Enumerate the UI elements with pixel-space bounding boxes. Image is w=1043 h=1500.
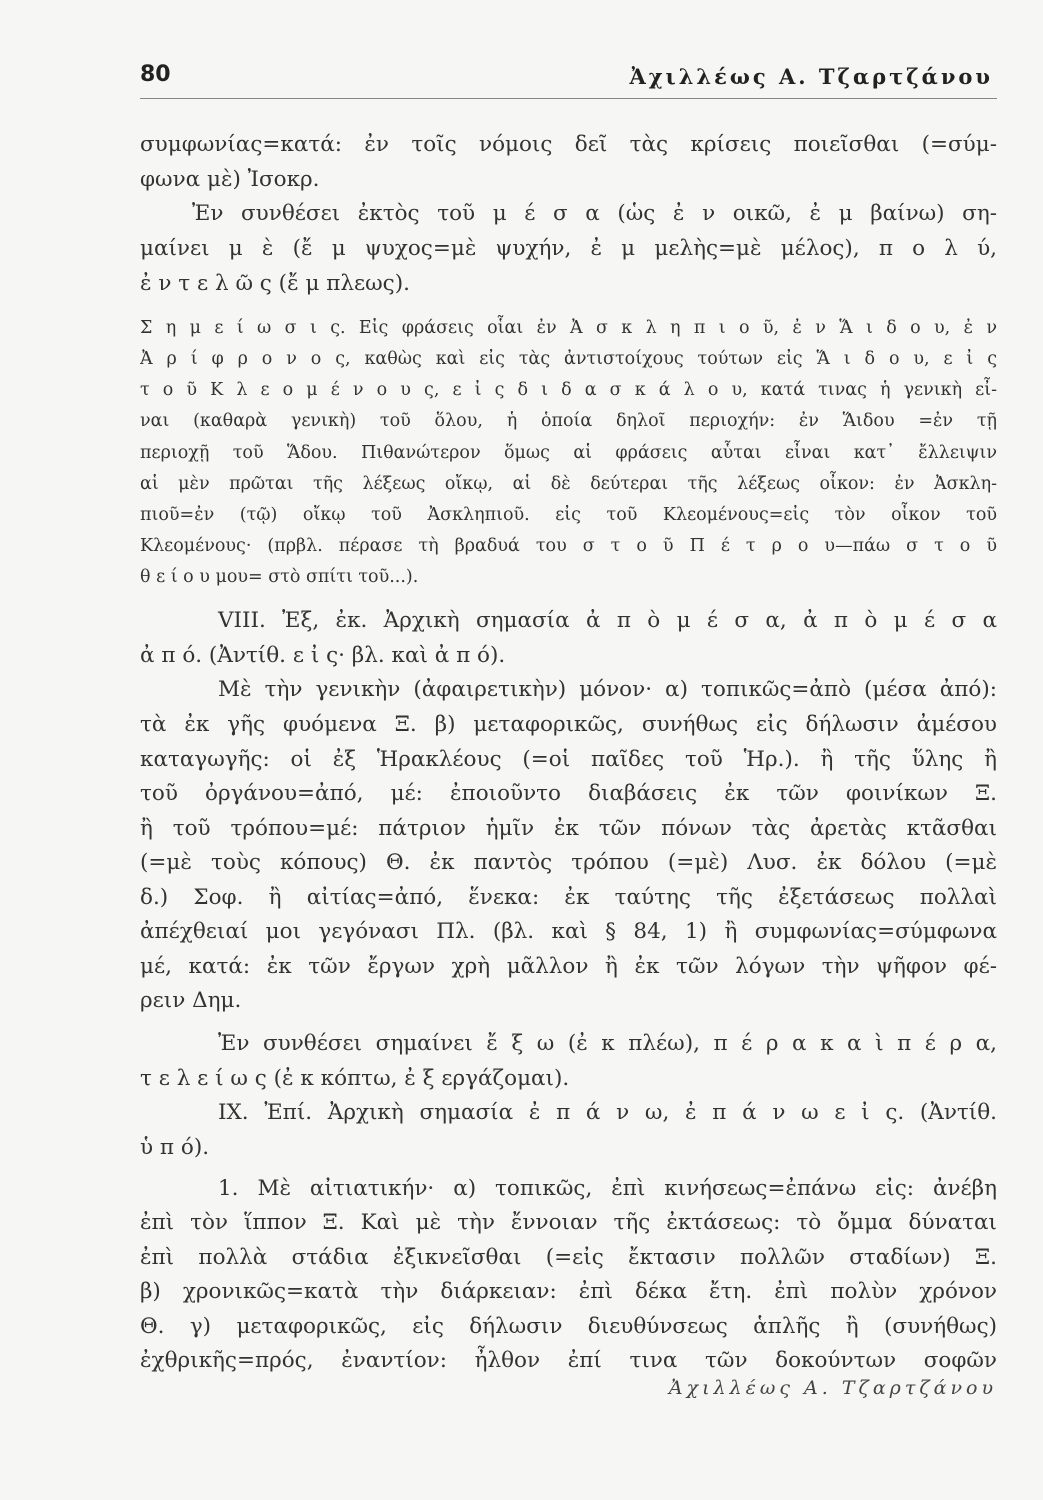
section-line: Μὲ τὴν γενικὴν (ἀφαιρετικὴν) μόνον· α) τοπικῶς=ἀπὸ (μέσα ἀπό): [218, 677, 997, 702]
section-line: Θ. γ) μεταφορικῶς, εἰς δήλωσιν διευθύνσεως ἁπλῆς ἢ (συνήθως) [140, 1314, 997, 1339]
section-line: τὰ ἐκ γῆς φυόμενα Ξ. β) μεταφορικῶς, συνήθως εἰς δήλωσιν ἀμέσου [140, 712, 997, 737]
note-line: Σ η μ ε ί ω σ ι ς. Εἰς φράσεις οἷαι ἐν Ἀ σ κ λ η π ι ο ῦ, ἐ ν Ἅ ι δ ο υ, ἐ ν [140, 318, 997, 338]
body-line: μαίνει μ ὲ (ἔ μ ψυχος=μὲ ψυχήν, ἐ μ μελὴς=μὲ μέλος), π ο λ ύ, [140, 236, 997, 261]
note-line: Ἀ ρ ί φ ρ ο ν ο ς, καθὼς καὶ εἰς τὰς ἀντιστοίχους τούτων εἰς Ἅ ι δ ο υ, ε ἰ ς [140, 349, 997, 369]
note-line: πιοῦ=ἐν (τῷ) οἴκῳ τοῦ Ἀσκληπιοῦ. εἰς τοῦ Κλεομένους=εἰς τὸν οἶκον τοῦ [140, 505, 997, 525]
section-line: μέ, κατά: ἐκ τῶν ἔργων χρὴ μᾶλλον ἢ ἐκ τῶν λόγων τὴν ψῆφον φέ- [140, 954, 997, 979]
note-line: θ ε ί ο υ μου= στὸ σπίτι τοῦ...). [140, 567, 419, 587]
section-line: τοῦ ὀργάνου=ἀπό, μέ: ἐποιοῦντο διαβάσεις ἐκ τῶν φοινίκων Ξ. [140, 781, 997, 806]
page-number: 80 [140, 62, 171, 87]
section-line: δ.) Σοφ. ἢ αἰτίας=ἀπό, ἕνεκα: ἐκ ταύτης τῆς ἐξετάσεως πολλαὶ [140, 885, 997, 910]
section-line: Ἐν συνθέσει σημαίνει ἔ ξ ω (ἐ κ πλέω), π έ ρ α κ α ὶ π έ ρ α, [218, 1031, 997, 1056]
page-header [140, 58, 997, 99]
section-line: IX. Ἐπί. Ἀρχικὴ σημασία ἐ π ά ν ω, ἐ π ά ν ω ε ἰ ς. (Ἀντίθ. [218, 1100, 997, 1125]
section-line: καταγωγῆς: οἱ ἐξ Ἡρακλέους (=οἱ παῖδες τοῦ Ἡρ.). ἢ τῆς ὕλης ἢ [140, 747, 997, 772]
note-line: τ ο ῦ Κ λ ε ο μ έ ν ο υ ς, ε ἰ ς δ ι δ α σ κ ά λ ο υ, κατά τινας ἡ γενικὴ εἶ- [140, 380, 997, 400]
section-line: ἐπὶ τὸν ἵππον Ξ. Καὶ μὲ τὴν ἔννοιαν τῆς ἐκτάσεως: τὸ ὄμμα δύναται [140, 1210, 997, 1235]
section-line: ἐπὶ πολλὰ στάδια ἐξικνεῖσθαι (=εἰς ἔκτασιν πολλῶν σταδίων) Ξ. [140, 1245, 997, 1270]
running-head: Ἀχιλλέως Α. Τζαρτζάνου [629, 64, 993, 89]
section-line: τ ε λ ε ί ω ς (ἐ κ κόπτω, ἐ ξ εργάζομαι). [140, 1066, 570, 1091]
body-line: Ἐν συνθέσει ἐκτὸς τοῦ μ έ σ α (ὡς ἐ ν οικῶ, ἐ μ βαίνω) ση- [192, 201, 997, 226]
section-line: ἢ τοῦ τρόπου=μέ: πάτριον ἡμῖν ἐκ τῶν πόνων τὰς ἀρετὰς κτᾶσθαι [140, 816, 997, 841]
section-line: 1. Μὲ αἰτιατικήν· α) τοπικῶς, ἐπὶ κινήσεως=ἐπάνω εἰς: ἀνέβη [218, 1176, 997, 1201]
section-line: β) χρονικῶς=κατὰ τὴν διάρκειαν: ἐπὶ δέκα ἔτη. ἐπὶ πολὺν χρόνον [140, 1279, 997, 1304]
note-line: αἱ μὲν πρῶται τῆς λέξεως οἴκῳ, αἱ δὲ δεύτεραι τῆς λέξεως οἶκον: ἐν Ἀσκλη- [140, 474, 997, 494]
body-line: ἐ ν τ ε λ ῶ ς (ἔ μ πλεως). [140, 271, 410, 296]
footer-signature: Ἀχιλλέως Α. Τζαρτζάνου [668, 1377, 997, 1399]
section-line: ἀπέχθειαί μοι γεγόνασι Πλ. (βλ. καὶ § 84, 1) ἢ συμφωνίας=σύμφωνα [140, 919, 997, 944]
section-line: ἐχθρικῆς=πρός, ἐναντίον: ἦλθον ἐπί τινα τῶν δοκούντων σοφῶν [140, 1348, 997, 1373]
section-line: ρειν Δημ. [140, 988, 242, 1013]
section-line: (=μὲ τοὺς κόπους) Θ. ἐκ παντὸς τρόπου (=μὲ) Λυσ. ἐκ δόλου (=μὲ [140, 850, 997, 875]
body-line: φωνα μὲ) Ἰσοκρ. [140, 167, 320, 192]
note-line: ναι (καθαρὰ γενικὴ) τοῦ ὅλου, ἡ ὁποία δηλοῖ περιοχήν: ἐν Ἅιδου =ἐν τῇ [140, 411, 997, 431]
note-line: περιοχῇ τοῦ Ἅδου. Πιθανώτερον ὅμως αἱ φράσεις αὗται εἶναι κατ᾽ ἔλλειψιν [140, 443, 997, 463]
section-line: ὑ π ό). [140, 1135, 210, 1160]
section-line: VIII. Ἐξ, ἐκ. Ἀρχικὴ σημασία ἀ π ὸ μ έ σ α, ἀ π ὸ μ έ σ α [218, 608, 997, 633]
body-line: συμφωνίας=κατά: ἐν τοῖς νόμοις δεῖ τὰς κρίσεις ποιεῖσθαι (=σύμ- [140, 132, 997, 157]
note-line: Κλεομένους· (πρβλ. πέρασε τὴ βραδυά του σ τ ο ῦ Π έ τ ρ ο υ—πάω σ τ ο ῦ [140, 536, 997, 556]
section-line: ἀ π ό. (Ἀντίθ. ε ἰ ς· βλ. καὶ ἀ π ό). [140, 643, 506, 668]
